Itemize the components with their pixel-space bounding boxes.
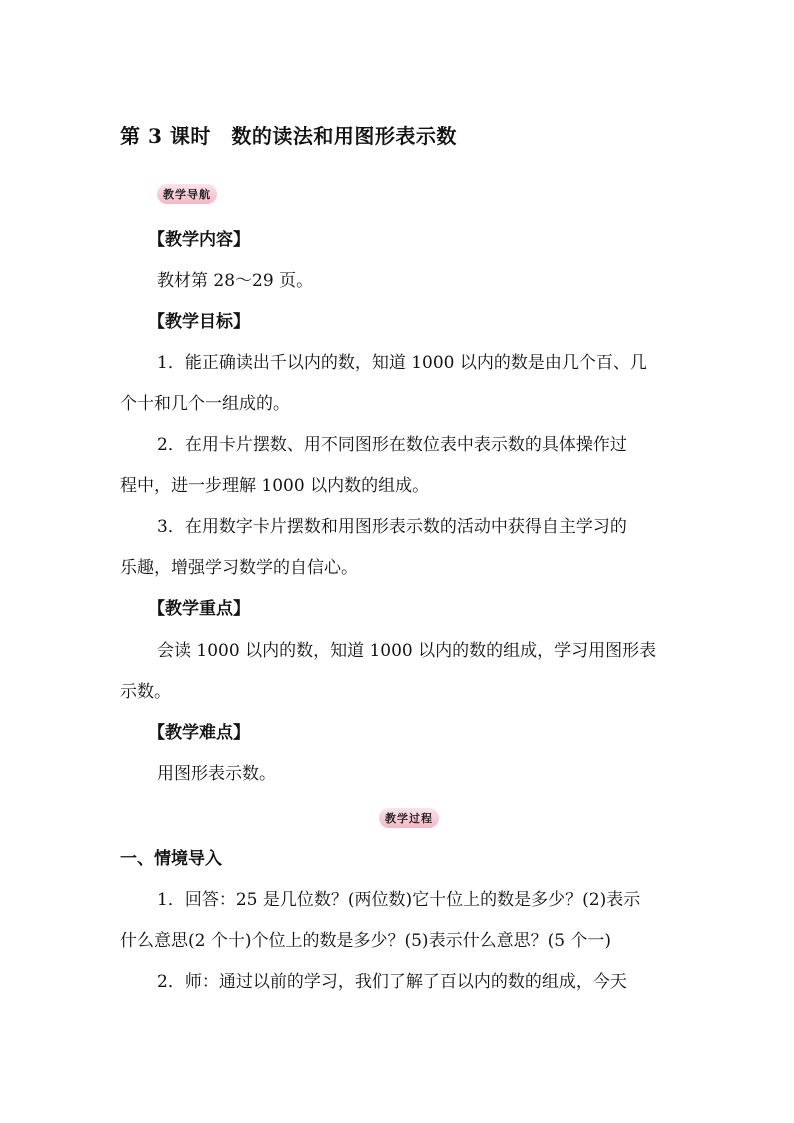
lesson-title: 第 3 课时 数的读法和用图形表示数 bbox=[120, 124, 457, 148]
content-heading: 【教学内容】 bbox=[148, 230, 250, 250]
goal-1-line-1: 1．能正确读出千以内的数，知道 1000 以内的数是由几个百、几 bbox=[157, 353, 647, 373]
key-points-heading: 【教学重点】 bbox=[148, 599, 250, 619]
goal-2-line-2: 程中，进一步理解 1000 以内数的组成。 bbox=[120, 476, 430, 496]
difficulty-text: 用图形表示数。 bbox=[157, 764, 276, 784]
intro-heading: 一、情境导入 bbox=[120, 849, 222, 869]
goals-heading: 【教学目标】 bbox=[148, 312, 250, 332]
teaching-navigation-badge: 教学导航 bbox=[157, 184, 217, 204]
goal-1-line-2: 个十和几个一组成的。 bbox=[120, 394, 290, 414]
goal-3-line-2: 乐趣，增强学习数学的自信心。 bbox=[120, 558, 358, 578]
intro-item-2-line-1: 2．师：通过以前的学习，我们了解了百以内的数的组成，今天 bbox=[157, 972, 627, 992]
intro-item-1-line-2: 什么意思(2 个十)个位上的数是多少？(5)表示什么意思？(5 个一) bbox=[120, 931, 612, 951]
intro-item-1-line-1: 1．回答：25 是几位数？(两位数)它十位上的数是多少？(2)表示 bbox=[157, 890, 641, 910]
teaching-process-badge: 教学过程 bbox=[379, 808, 439, 828]
content-text: 教材第 28～29 页。 bbox=[157, 271, 314, 291]
goal-3-line-1: 3．在用数字卡片摆数和用图形表示数的活动中获得自主学习的 bbox=[157, 517, 627, 537]
key-points-line-1: 会读 1000 以内的数，知道 1000 以内的数的组成，学习用图形表 bbox=[157, 641, 657, 661]
key-points-line-2: 示数。 bbox=[120, 682, 171, 702]
difficulty-heading: 【教学难点】 bbox=[148, 723, 250, 743]
goal-2-line-1: 2．在用卡片摆数、用不同图形在数位表中表示数的具体操作过 bbox=[157, 435, 627, 455]
